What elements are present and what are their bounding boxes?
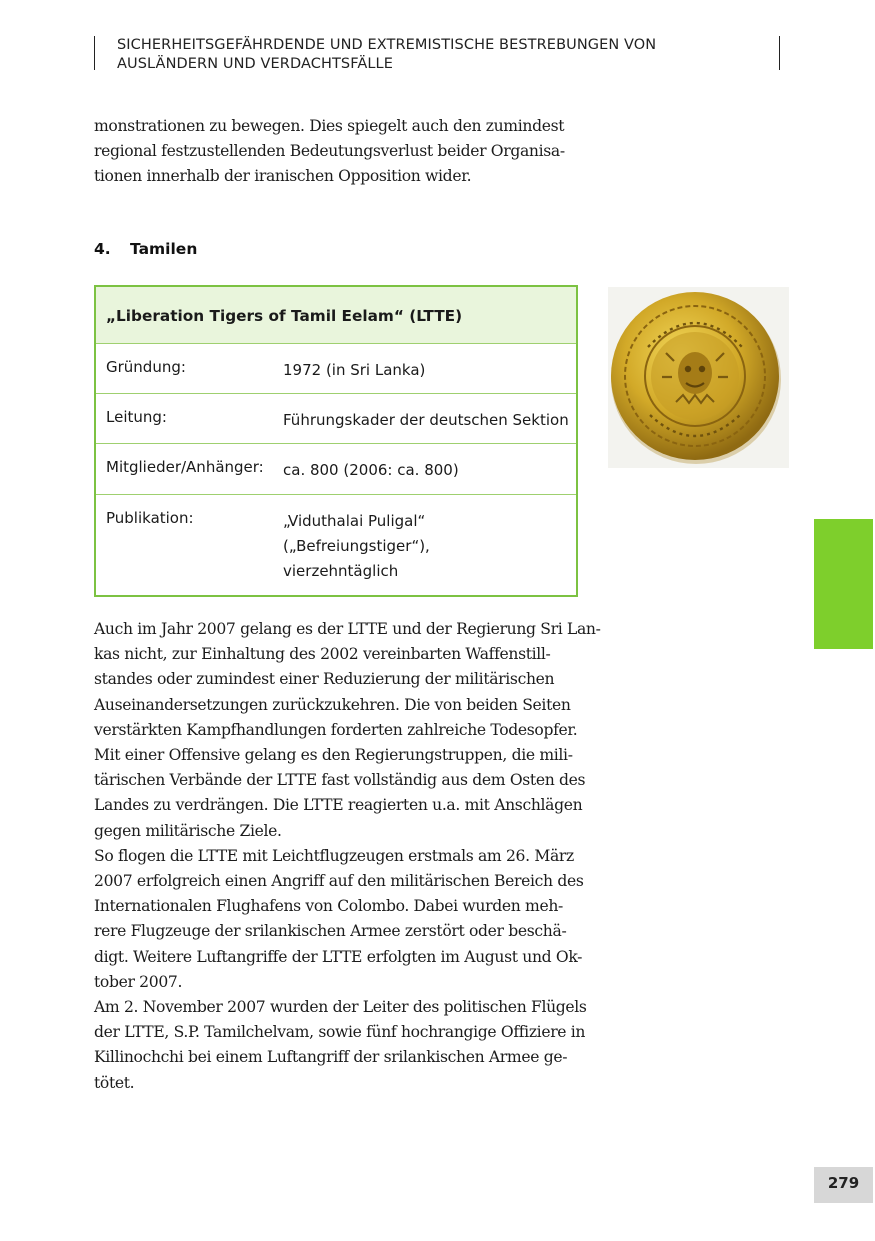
text-line: Auseinandersetzungen zurückzukehren. Die von beiden Seiten bbox=[94, 695, 571, 714]
info-row-members bbox=[96, 444, 576, 495]
section-heading bbox=[94, 240, 197, 258]
running-header-line-2: AUSLÄNDERN UND VERDACHTSFÄLLE bbox=[117, 56, 393, 72]
text-line: kas nicht, zur Einhaltung des 2002 vereinbarten Waffenstill- bbox=[94, 645, 551, 664]
text-line: tionen innerhalb der iranischen Opposition wider. bbox=[94, 167, 472, 186]
info-row-founding bbox=[96, 344, 576, 394]
info-row-leadership bbox=[96, 394, 576, 444]
text-line: Mit einer Offensive gelang es den Regierungstruppen, die mili- bbox=[94, 746, 573, 765]
info-value-line: ca. 800 (2006: ca. 800) bbox=[283, 461, 459, 479]
info-box-title: „Liberation Tigers of Tamil Eelam“ (LTTE) bbox=[96, 287, 576, 344]
info-value bbox=[283, 458, 459, 483]
text-line: Auch im Jahr 2007 gelang es der LTTE und der Regierung Sri Lan- bbox=[94, 620, 601, 638]
text-line: standes oder zumindest einer Reduzierung der militärischen bbox=[94, 670, 555, 689]
section-number: 4. bbox=[94, 240, 111, 258]
text-line: Landes zu verdrängen. Die LTTE reagierten u.a. mit Anschlägen bbox=[94, 796, 583, 815]
running-header bbox=[94, 36, 780, 70]
info-value-line: Führungskader der deutschen Sektion bbox=[283, 411, 569, 429]
info-label: Mitglieder/Anhänger: bbox=[106, 458, 264, 476]
text-line: 2007 erfolgreich einen Angriff auf den militärischen Bereich des bbox=[94, 872, 584, 891]
page-number: 279 bbox=[814, 1167, 873, 1203]
text-line: gegen militärische Ziele. bbox=[94, 821, 282, 840]
ltte-emblem-image bbox=[608, 287, 789, 468]
text-line: Killinochchi bei einem Luftangriff der srilankischen Armee ge- bbox=[94, 1048, 568, 1067]
info-value bbox=[283, 408, 569, 433]
info-value-line: „Viduthalai Puligal“ bbox=[283, 512, 426, 530]
info-value bbox=[283, 509, 430, 584]
text-line: tärischen Verbände der LTTE fast vollständig aus dem Osten des bbox=[94, 771, 586, 790]
organization-info-box bbox=[94, 285, 578, 597]
text-line: monstrationen zu bewegen. Dies spiegelt auch den zumindest bbox=[94, 117, 565, 135]
gold-coin-emblem-icon bbox=[608, 287, 789, 468]
info-value bbox=[283, 358, 425, 383]
text-line: Am 2. November 2007 wurden der Leiter des politischen Flügels bbox=[94, 998, 587, 1017]
info-label: Leitung: bbox=[106, 408, 167, 426]
chapter-marker-tab bbox=[814, 519, 873, 649]
running-header-line-1: SICHERHEITSGEFÄHRDENDE UND EXTREMISTISCHE BESTREBUNGEN VON bbox=[117, 37, 657, 53]
text-line: rere Flugzeuge der srilankischen Armee zerstört oder beschä- bbox=[94, 922, 567, 941]
text-line: verstärkten Kampfhandlungen forderten zahlreiche Todesopfer. bbox=[94, 720, 578, 739]
text-line: der LTTE, S.P. Tamilchelvam, sowie fünf hochrangige Offiziere in bbox=[94, 1023, 586, 1042]
info-row-publication bbox=[96, 495, 576, 595]
text-line: regional festzustellenden Bedeutungsverlust beider Organisa- bbox=[94, 142, 565, 161]
info-label: Publikation: bbox=[106, 509, 194, 527]
text-line: tober 2007. bbox=[94, 972, 183, 991]
text-line: tötet. bbox=[94, 1073, 135, 1092]
text-line: Internationalen Flughafens von Colombo. Dabei wurden meh- bbox=[94, 897, 563, 916]
text-line: digt. Weitere Luftangriffe der LTTE erfolgten im August und Ok- bbox=[94, 947, 583, 966]
info-value-line: vierzehntäglich bbox=[283, 562, 399, 580]
body-paragraph bbox=[94, 617, 601, 1096]
intro-paragraph bbox=[94, 114, 584, 190]
info-label: Gründung: bbox=[106, 358, 186, 376]
info-value-line: („Befreiungstiger“), bbox=[283, 537, 430, 555]
info-value-line: 1972 (in Sri Lanka) bbox=[283, 361, 426, 379]
section-title: Tamilen bbox=[130, 240, 198, 258]
text-line: So flogen die LTTE mit Leichtflugzeugen erstmals am 26. März bbox=[94, 846, 574, 865]
